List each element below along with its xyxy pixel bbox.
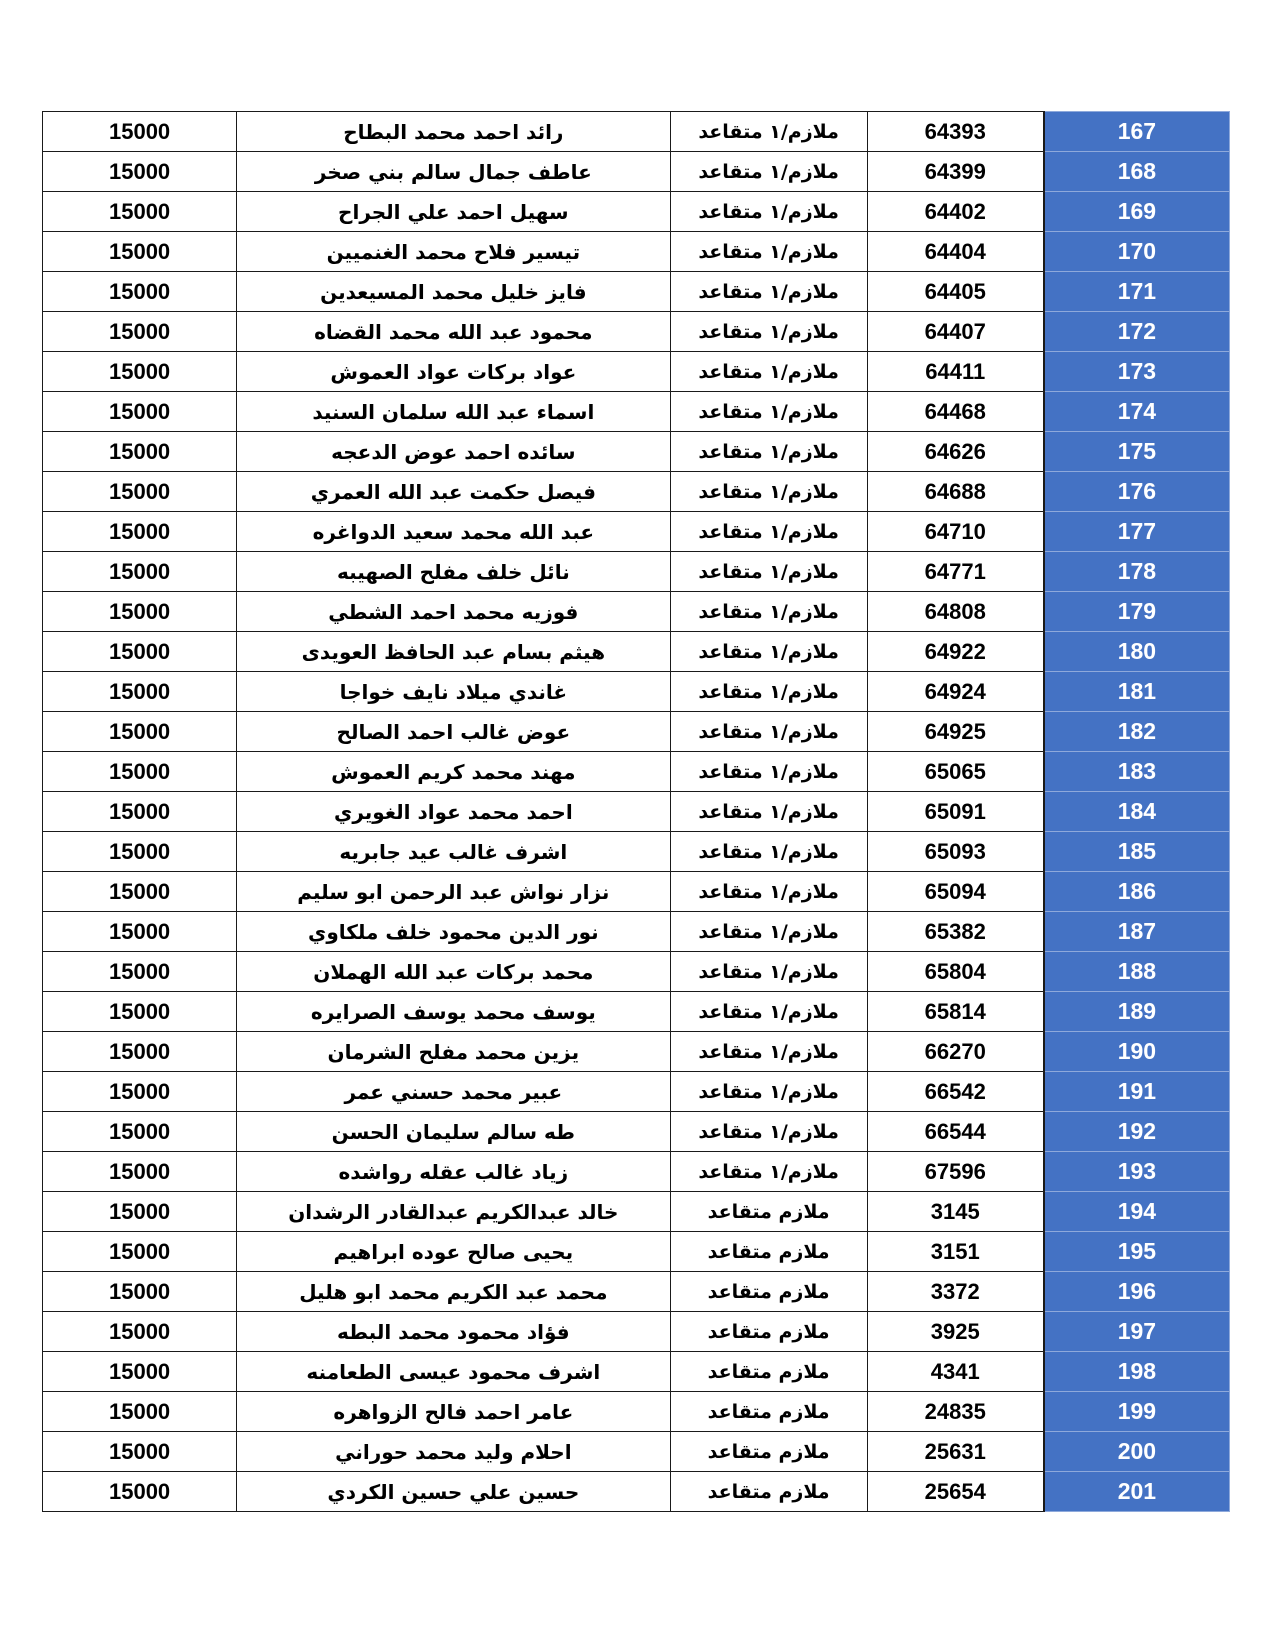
table-row bbox=[43, 592, 1230, 632]
amount-cell: 15000 bbox=[43, 392, 237, 432]
table-row bbox=[43, 352, 1230, 392]
sequence-cell: 184 bbox=[1044, 792, 1230, 832]
sequence-cell: 170 bbox=[1044, 232, 1230, 272]
table-row bbox=[43, 1272, 1230, 1312]
sequence-cell: 183 bbox=[1044, 752, 1230, 792]
number-cell: 67596 bbox=[867, 1152, 1044, 1192]
name-cell: فيصل حكمت عبد الله العمري bbox=[237, 472, 670, 512]
table-row bbox=[43, 112, 1230, 152]
number-cell: 66542 bbox=[867, 1072, 1044, 1112]
table-row bbox=[43, 1352, 1230, 1392]
name-cell: حسين علي حسين الكردي bbox=[237, 1472, 670, 1512]
number-cell: 64808 bbox=[867, 592, 1044, 632]
amount-cell: 15000 bbox=[43, 1472, 237, 1512]
amount-cell: 15000 bbox=[43, 1272, 237, 1312]
name-cell: فايز خليل محمد المسيعدين bbox=[237, 272, 670, 312]
rank-cell: ملازم/١ متقاعد bbox=[670, 112, 867, 152]
roster-table-body bbox=[43, 112, 1230, 1512]
name-cell: احمد محمد عواد الغويري bbox=[237, 792, 670, 832]
table-row bbox=[43, 232, 1230, 272]
amount-cell: 15000 bbox=[43, 632, 237, 672]
rank-cell: ملازم متقاعد bbox=[670, 1192, 867, 1232]
rank-cell: ملازم متقاعد bbox=[670, 1232, 867, 1272]
sequence-cell: 174 bbox=[1044, 392, 1230, 432]
number-cell: 64626 bbox=[867, 432, 1044, 472]
number-cell: 65065 bbox=[867, 752, 1044, 792]
name-cell: اسماء عبد الله سلمان السنيد bbox=[237, 392, 670, 432]
table-row bbox=[43, 1192, 1230, 1232]
name-cell: زياد غالب عقله رواشده bbox=[237, 1152, 670, 1192]
number-cell: 65814 bbox=[867, 992, 1044, 1032]
name-cell: اشرف غالب عيد جابريه bbox=[237, 832, 670, 872]
table-row bbox=[43, 1152, 1230, 1192]
name-cell: فؤاد محمود محمد البطه bbox=[237, 1312, 670, 1352]
sequence-cell: 198 bbox=[1044, 1352, 1230, 1392]
table-row bbox=[43, 752, 1230, 792]
amount-cell: 15000 bbox=[43, 592, 237, 632]
amount-cell: 15000 bbox=[43, 1192, 237, 1232]
roster-table bbox=[42, 111, 1230, 1512]
rank-cell: ملازم/١ متقاعد bbox=[670, 312, 867, 352]
name-cell: عامر احمد فالح الزواهره bbox=[237, 1392, 670, 1432]
sequence-cell: 195 bbox=[1044, 1232, 1230, 1272]
amount-cell: 15000 bbox=[43, 352, 237, 392]
table-row bbox=[43, 1112, 1230, 1152]
amount-cell: 15000 bbox=[43, 192, 237, 232]
name-cell: عواد بركات عواد العموش bbox=[237, 352, 670, 392]
sequence-cell: 173 bbox=[1044, 352, 1230, 392]
amount-cell: 15000 bbox=[43, 952, 237, 992]
amount-cell: 15000 bbox=[43, 552, 237, 592]
rank-cell: ملازم/١ متقاعد bbox=[670, 592, 867, 632]
rank-cell: ملازم/١ متقاعد bbox=[670, 472, 867, 512]
rank-cell: ملازم/١ متقاعد bbox=[670, 632, 867, 672]
sequence-cell: 180 bbox=[1044, 632, 1230, 672]
sequence-cell: 199 bbox=[1044, 1392, 1230, 1432]
sequence-cell: 168 bbox=[1044, 152, 1230, 192]
amount-cell: 15000 bbox=[43, 312, 237, 352]
sequence-cell: 182 bbox=[1044, 712, 1230, 752]
amount-cell: 15000 bbox=[43, 712, 237, 752]
table-row bbox=[43, 792, 1230, 832]
number-cell: 65804 bbox=[867, 952, 1044, 992]
rank-cell: ملازم/١ متقاعد bbox=[670, 552, 867, 592]
name-cell: نور الدين محمود خلف ملكاوي bbox=[237, 912, 670, 952]
table-row bbox=[43, 1312, 1230, 1352]
table-row bbox=[43, 672, 1230, 712]
sequence-cell: 186 bbox=[1044, 872, 1230, 912]
name-cell: عوض غالب احمد الصالح bbox=[237, 712, 670, 752]
table-row bbox=[43, 1232, 1230, 1272]
name-cell: عاطف جمال سالم بني صخر bbox=[237, 152, 670, 192]
table-row bbox=[43, 632, 1230, 672]
rank-cell: ملازم/١ متقاعد bbox=[670, 1152, 867, 1192]
name-cell: خالد عبدالكريم عبدالقادر الرشدان bbox=[237, 1192, 670, 1232]
table-row bbox=[43, 1432, 1230, 1472]
name-cell: رائد احمد محمد البطاح bbox=[237, 112, 670, 152]
name-cell: عبير محمد حسني عمر bbox=[237, 1072, 670, 1112]
name-cell: عبد الله محمد سعيد الدواغره bbox=[237, 512, 670, 552]
sequence-cell: 192 bbox=[1044, 1112, 1230, 1152]
sequence-cell: 185 bbox=[1044, 832, 1230, 872]
table-row bbox=[43, 472, 1230, 512]
amount-cell: 15000 bbox=[43, 1112, 237, 1152]
number-cell: 64407 bbox=[867, 312, 1044, 352]
amount-cell: 15000 bbox=[43, 752, 237, 792]
rank-cell: ملازم/١ متقاعد bbox=[670, 672, 867, 712]
number-cell: 64922 bbox=[867, 632, 1044, 672]
name-cell: غاندي ميلاد نايف خواجا bbox=[237, 672, 670, 712]
rank-cell: ملازم/١ متقاعد bbox=[670, 832, 867, 872]
sequence-cell: 191 bbox=[1044, 1072, 1230, 1112]
table-row bbox=[43, 1032, 1230, 1072]
sequence-cell: 188 bbox=[1044, 952, 1230, 992]
number-cell: 25631 bbox=[867, 1432, 1044, 1472]
table-row bbox=[43, 872, 1230, 912]
table-row bbox=[43, 392, 1230, 432]
amount-cell: 15000 bbox=[43, 872, 237, 912]
rank-cell: ملازم/١ متقاعد bbox=[670, 512, 867, 552]
name-cell: اشرف محمود عيسى الطعامنه bbox=[237, 1352, 670, 1392]
rank-cell: ملازم/١ متقاعد bbox=[670, 352, 867, 392]
sequence-cell: 169 bbox=[1044, 192, 1230, 232]
amount-cell: 15000 bbox=[43, 832, 237, 872]
amount-cell: 15000 bbox=[43, 232, 237, 272]
rank-cell: ملازم/١ متقاعد bbox=[670, 752, 867, 792]
rank-cell: ملازم/١ متقاعد bbox=[670, 952, 867, 992]
name-cell: محمود عبد الله محمد القضاه bbox=[237, 312, 670, 352]
sequence-cell: 201 bbox=[1044, 1472, 1230, 1512]
sequence-cell: 179 bbox=[1044, 592, 1230, 632]
number-cell: 64468 bbox=[867, 392, 1044, 432]
table-row bbox=[43, 832, 1230, 872]
name-cell: محمد عبد الكريم محمد ابو هليل bbox=[237, 1272, 670, 1312]
amount-cell: 15000 bbox=[43, 1072, 237, 1112]
table-row bbox=[43, 312, 1230, 352]
rank-cell: ملازم/١ متقاعد bbox=[670, 392, 867, 432]
sequence-cell: 190 bbox=[1044, 1032, 1230, 1072]
name-cell: هيثم بسام عبد الحافظ العويدى bbox=[237, 632, 670, 672]
number-cell: 64393 bbox=[867, 112, 1044, 152]
amount-cell: 15000 bbox=[43, 472, 237, 512]
name-cell: نائل خلف مفلح الصهيبه bbox=[237, 552, 670, 592]
amount-cell: 15000 bbox=[43, 1352, 237, 1392]
rank-cell: ملازم/١ متقاعد bbox=[670, 1072, 867, 1112]
name-cell: فوزيه محمد احمد الشطي bbox=[237, 592, 670, 632]
sequence-cell: 172 bbox=[1044, 312, 1230, 352]
amount-cell: 15000 bbox=[43, 1432, 237, 1472]
number-cell: 25654 bbox=[867, 1472, 1044, 1512]
amount-cell: 15000 bbox=[43, 1312, 237, 1352]
number-cell: 65094 bbox=[867, 872, 1044, 912]
number-cell: 64688 bbox=[867, 472, 1044, 512]
amount-cell: 15000 bbox=[43, 272, 237, 312]
table-row bbox=[43, 272, 1230, 312]
name-cell: يوسف محمد يوسف الصرايره bbox=[237, 992, 670, 1032]
number-cell: 64771 bbox=[867, 552, 1044, 592]
name-cell: مهند محمد كريم العموش bbox=[237, 752, 670, 792]
rank-cell: ملازم/١ متقاعد bbox=[670, 1032, 867, 1072]
number-cell: 64924 bbox=[867, 672, 1044, 712]
amount-cell: 15000 bbox=[43, 1232, 237, 1272]
name-cell: احلام وليد محمد حوراني bbox=[237, 1432, 670, 1472]
number-cell: 3151 bbox=[867, 1232, 1044, 1272]
amount-cell: 15000 bbox=[43, 992, 237, 1032]
rank-cell: ملازم متقاعد bbox=[670, 1472, 867, 1512]
sequence-cell: 167 bbox=[1044, 112, 1230, 152]
rank-cell: ملازم متقاعد bbox=[670, 1312, 867, 1352]
number-cell: 3145 bbox=[867, 1192, 1044, 1232]
number-cell: 3925 bbox=[867, 1312, 1044, 1352]
amount-cell: 15000 bbox=[43, 512, 237, 552]
sequence-cell: 176 bbox=[1044, 472, 1230, 512]
number-cell: 64402 bbox=[867, 192, 1044, 232]
table-row bbox=[43, 552, 1230, 592]
number-cell: 64399 bbox=[867, 152, 1044, 192]
sequence-cell: 193 bbox=[1044, 1152, 1230, 1192]
name-cell: يحيى صالح عوده ابراهيم bbox=[237, 1232, 670, 1272]
sequence-cell: 177 bbox=[1044, 512, 1230, 552]
rank-cell: ملازم متقاعد bbox=[670, 1392, 867, 1432]
amount-cell: 15000 bbox=[43, 792, 237, 832]
rank-cell: ملازم/١ متقاعد bbox=[670, 232, 867, 272]
number-cell: 65091 bbox=[867, 792, 1044, 832]
number-cell: 65382 bbox=[867, 912, 1044, 952]
rank-cell: ملازم/١ متقاعد bbox=[670, 432, 867, 472]
amount-cell: 15000 bbox=[43, 1032, 237, 1072]
name-cell: تيسير فلاح محمد الغنميين bbox=[237, 232, 670, 272]
sequence-cell: 197 bbox=[1044, 1312, 1230, 1352]
number-cell: 3372 bbox=[867, 1272, 1044, 1312]
rank-cell: ملازم/١ متقاعد bbox=[670, 152, 867, 192]
rank-cell: ملازم/١ متقاعد bbox=[670, 272, 867, 312]
name-cell: يزين محمد مفلح الشرمان bbox=[237, 1032, 670, 1072]
number-cell: 64405 bbox=[867, 272, 1044, 312]
name-cell: محمد بركات عبد الله الهملان bbox=[237, 952, 670, 992]
sequence-cell: 187 bbox=[1044, 912, 1230, 952]
number-cell: 64925 bbox=[867, 712, 1044, 752]
table-row bbox=[43, 952, 1230, 992]
amount-cell: 15000 bbox=[43, 112, 237, 152]
name-cell: سائده احمد عوض الدعجه bbox=[237, 432, 670, 472]
number-cell: 64411 bbox=[867, 352, 1044, 392]
rank-cell: ملازم متقاعد bbox=[670, 1432, 867, 1472]
table-row bbox=[43, 912, 1230, 952]
name-cell: سهيل احمد علي الجراح bbox=[237, 192, 670, 232]
sequence-cell: 175 bbox=[1044, 432, 1230, 472]
amount-cell: 15000 bbox=[43, 152, 237, 192]
number-cell: 66270 bbox=[867, 1032, 1044, 1072]
amount-cell: 15000 bbox=[43, 1392, 237, 1432]
name-cell: نزار نواش عبد الرحمن ابو سليم bbox=[237, 872, 670, 912]
sequence-cell: 196 bbox=[1044, 1272, 1230, 1312]
rank-cell: ملازم/١ متقاعد bbox=[670, 712, 867, 752]
sequence-cell: 181 bbox=[1044, 672, 1230, 712]
name-cell: طه سالم سليمان الحسن bbox=[237, 1112, 670, 1152]
rank-cell: ملازم متقاعد bbox=[670, 1272, 867, 1312]
rank-cell: ملازم/١ متقاعد bbox=[670, 1112, 867, 1152]
sequence-cell: 194 bbox=[1044, 1192, 1230, 1232]
rank-cell: ملازم/١ متقاعد bbox=[670, 912, 867, 952]
table-row bbox=[43, 1392, 1230, 1432]
table-row bbox=[43, 432, 1230, 472]
number-cell: 4341 bbox=[867, 1352, 1044, 1392]
rank-cell: ملازم/١ متقاعد bbox=[670, 992, 867, 1032]
table-row bbox=[43, 712, 1230, 752]
rank-cell: ملازم متقاعد bbox=[670, 1352, 867, 1392]
sequence-cell: 178 bbox=[1044, 552, 1230, 592]
rank-cell: ملازم/١ متقاعد bbox=[670, 792, 867, 832]
table-row bbox=[43, 152, 1230, 192]
table-row bbox=[43, 192, 1230, 232]
amount-cell: 15000 bbox=[43, 672, 237, 712]
table-row bbox=[43, 1472, 1230, 1512]
number-cell: 24835 bbox=[867, 1392, 1044, 1432]
amount-cell: 15000 bbox=[43, 1152, 237, 1192]
table-row bbox=[43, 1072, 1230, 1112]
sequence-cell: 200 bbox=[1044, 1432, 1230, 1472]
rank-cell: ملازم/١ متقاعد bbox=[670, 192, 867, 232]
table-row bbox=[43, 992, 1230, 1032]
number-cell: 64710 bbox=[867, 512, 1044, 552]
amount-cell: 15000 bbox=[43, 912, 237, 952]
sequence-cell: 189 bbox=[1044, 992, 1230, 1032]
rank-cell: ملازم/١ متقاعد bbox=[670, 872, 867, 912]
number-cell: 65093 bbox=[867, 832, 1044, 872]
number-cell: 66544 bbox=[867, 1112, 1044, 1152]
sequence-cell: 171 bbox=[1044, 272, 1230, 312]
number-cell: 64404 bbox=[867, 232, 1044, 272]
amount-cell: 15000 bbox=[43, 432, 237, 472]
table-row bbox=[43, 512, 1230, 552]
